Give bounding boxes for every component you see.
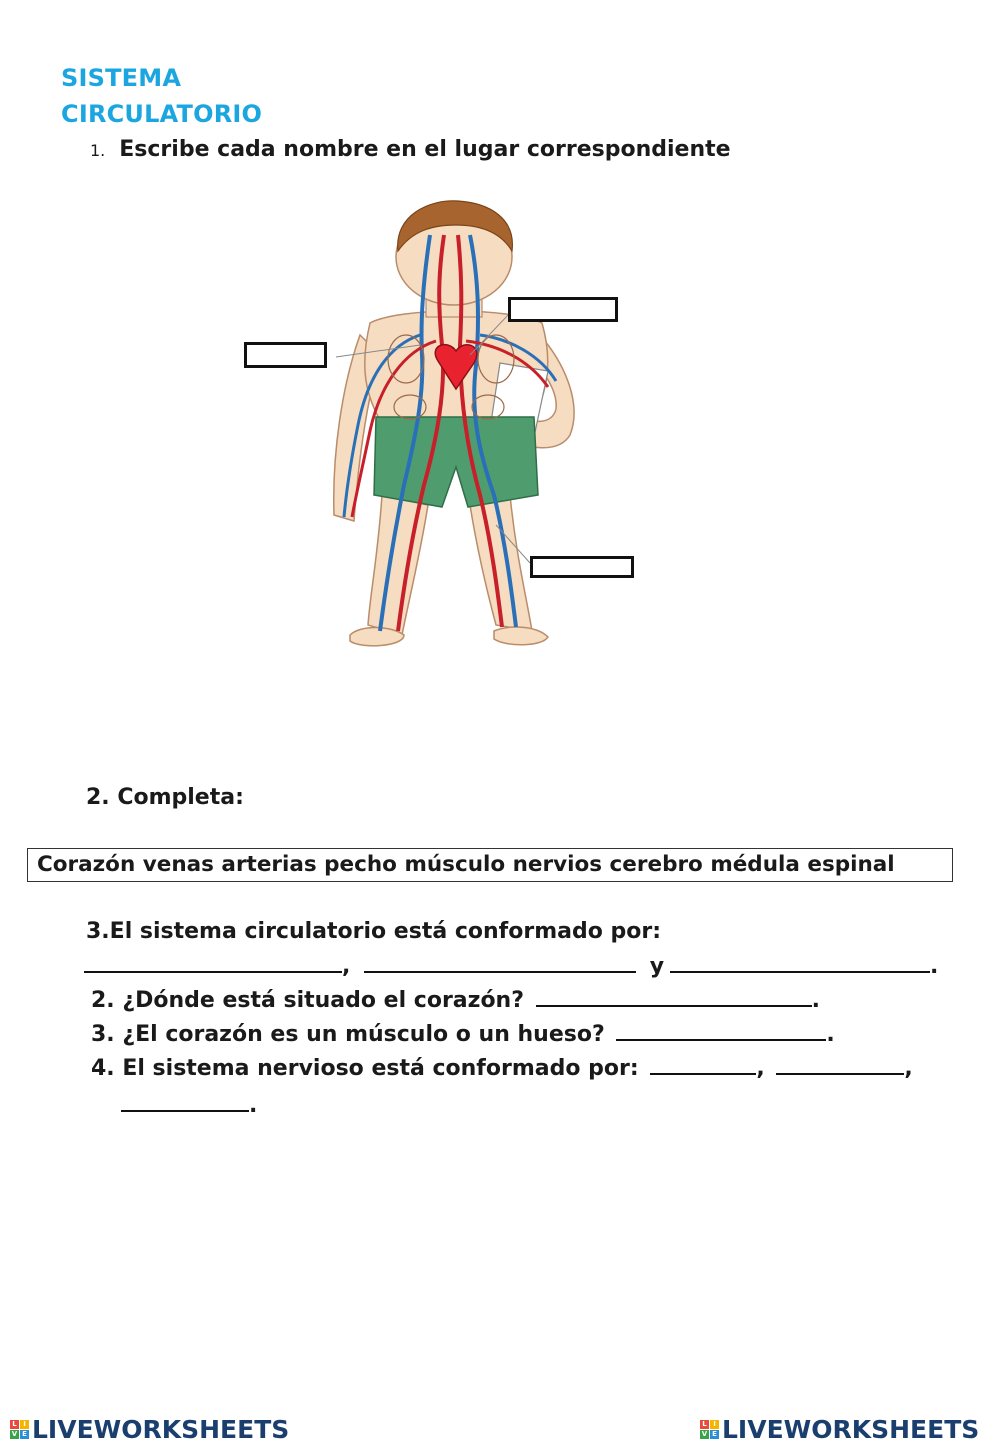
- subquestion-4-comma-1: ,: [756, 1056, 765, 1081]
- subquestion-3-text: 3. ¿El corazón es un músculo o un hueso?: [91, 1022, 605, 1047]
- question-1: [90, 137, 731, 162]
- question-3-text: 3.El sistema circulatorio está conformado por:: [86, 919, 661, 944]
- footer-logo-left: [10, 1415, 289, 1444]
- answer-blank-2[interactable]: [364, 953, 636, 973]
- subquestion-4-period: .: [249, 1093, 258, 1118]
- subquestion-4-continued: [121, 1092, 257, 1118]
- separator-period: .: [930, 954, 939, 979]
- footer-logo-right-text: LIVEWORKSHEETS: [722, 1415, 980, 1444]
- footer-logo-left-text: LIVEWORKSHEETS: [32, 1415, 290, 1444]
- liveworksheets-logo-icon: L I V E: [700, 1420, 719, 1439]
- answer-blank-muscle-bone[interactable]: [616, 1021, 826, 1041]
- answer-blank-heart-location[interactable]: [536, 987, 812, 1007]
- question-2-heading: 2. Completa:: [86, 785, 244, 810]
- label-box-top-right[interactable]: [508, 297, 618, 322]
- label-box-bottom-right[interactable]: [530, 556, 634, 578]
- label-box-left[interactable]: [244, 342, 327, 368]
- page-title-line1: SISTEMA: [61, 64, 182, 92]
- question-3-blanks-row: [84, 953, 938, 979]
- subquestion-4-comma-2: ,: [904, 1056, 913, 1081]
- separator-comma: ,: [342, 954, 351, 979]
- circulatory-body-illustration: [320, 195, 600, 650]
- footer-logo-right: [700, 1415, 979, 1444]
- subquestion-3-period: .: [826, 1022, 835, 1047]
- subquestion-4: [91, 1055, 913, 1081]
- question-1-text: Escribe cada nombre en el lugar correspondiente: [119, 137, 731, 162]
- answer-blank-nervous-3[interactable]: [121, 1092, 249, 1112]
- subquestion-2-period: .: [811, 988, 821, 1013]
- separator-y: y: [649, 954, 665, 979]
- answer-blank-3[interactable]: [670, 953, 930, 973]
- subquestion-4-text: 4. El sistema nervioso está conformado por:: [91, 1056, 639, 1081]
- answer-blank-1[interactable]: [84, 953, 342, 973]
- answer-blank-nervous-2[interactable]: [776, 1055, 904, 1075]
- question-1-number: 1.: [90, 141, 106, 160]
- answer-blank-nervous-1[interactable]: [650, 1055, 756, 1075]
- page-title-line2: CIRCULATORIO: [61, 100, 263, 128]
- word-bank: Corazón venas arterias pecho músculo nervios cerebro médula espinal: [27, 848, 953, 882]
- subquestion-2: [91, 987, 820, 1013]
- subquestion-2-text: 2. ¿Dónde está situado el corazón?: [91, 988, 524, 1013]
- subquestion-3: [91, 1021, 835, 1047]
- liveworksheets-logo-icon: L I V E: [10, 1420, 29, 1439]
